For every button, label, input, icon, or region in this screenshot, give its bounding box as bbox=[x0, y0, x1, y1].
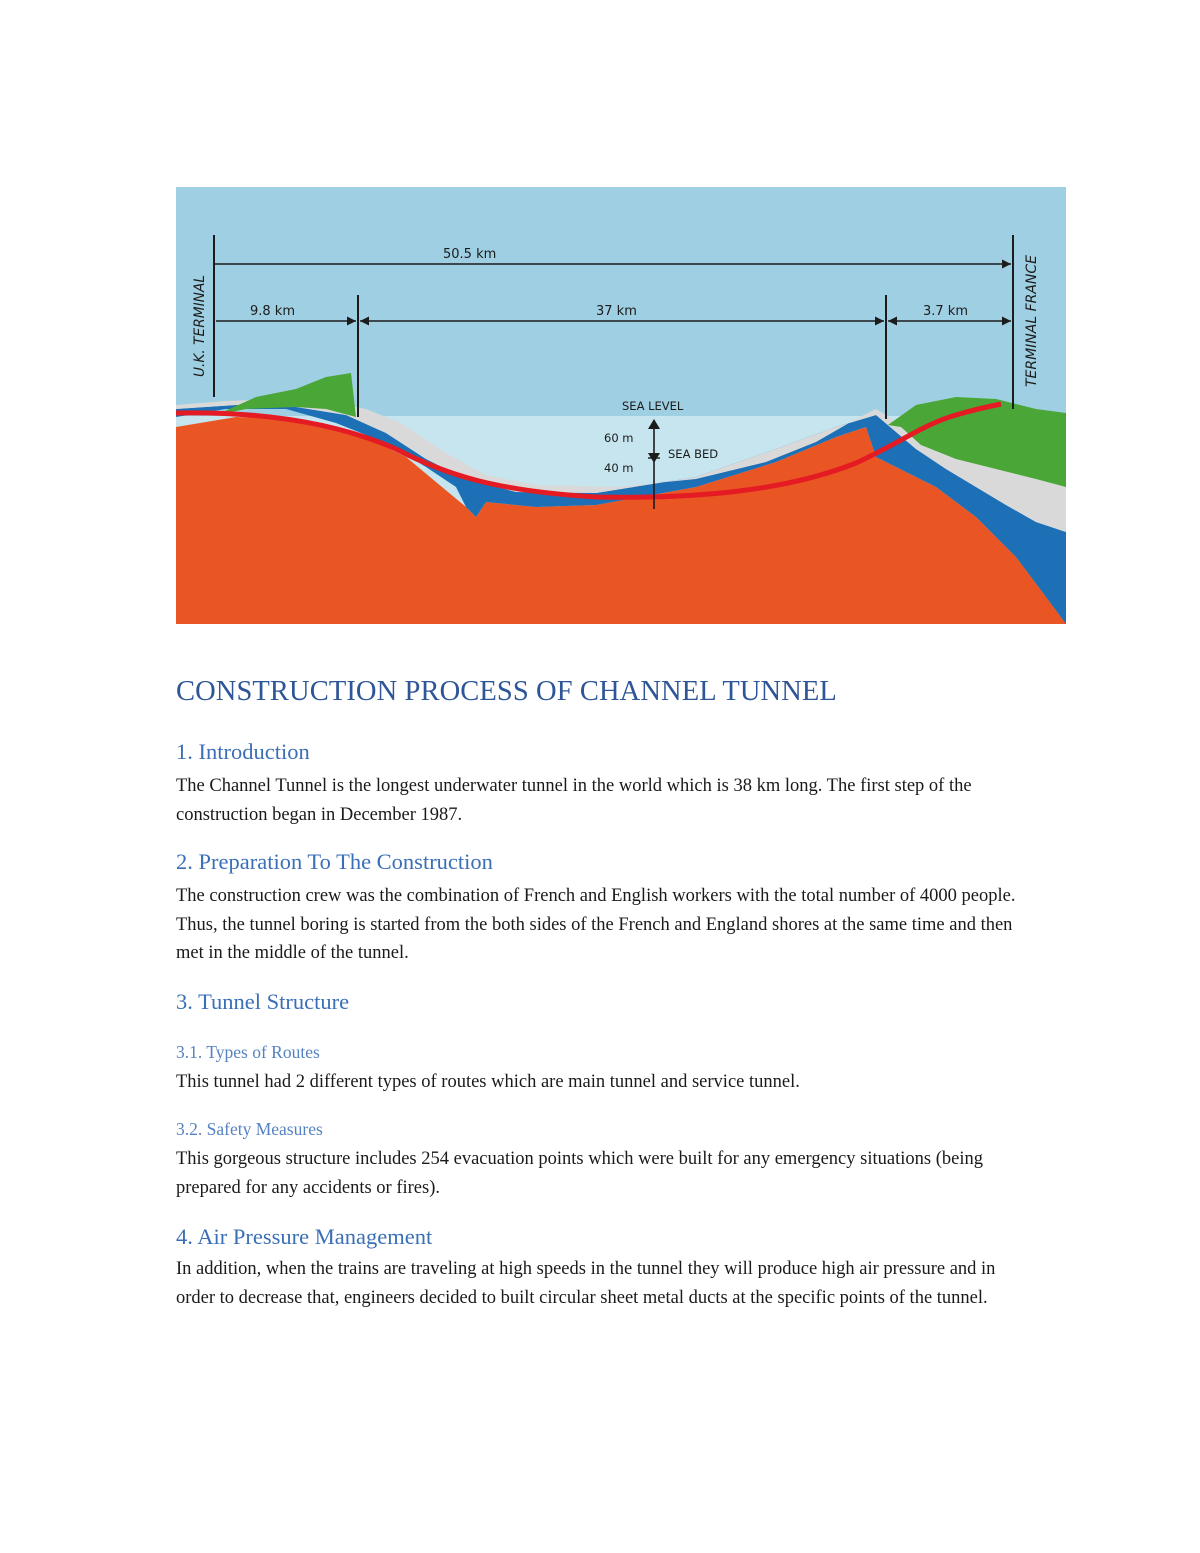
subsection-text-types-of-routes: This tunnel had 2 different types of routes which are main tunnel and service tunnel. bbox=[176, 1072, 800, 1092]
uk-section-label: 9.8 km bbox=[250, 304, 295, 319]
section-heading-introduction: 1. Introduction bbox=[176, 739, 310, 764]
sea-level-label: SEA LEVEL bbox=[622, 399, 684, 413]
uk-terminal-label: U.K. TERMINAL bbox=[192, 273, 208, 377]
france-terminal-label: TERMINAL FRANCE bbox=[1024, 254, 1040, 387]
subsection-heading-types-of-routes: 3.1. Types of Routes bbox=[176, 1042, 320, 1062]
section-text-air-pressure: In addition, when the trains are traveling at high speeds in the tunnel they will produce high air pressure and in order to decrease that, engineers decided to built circular sheet metal ducts at the specific points of the tunnel. bbox=[176, 1259, 996, 1308]
section-heading-preparation: 2. Preparation To The Construction bbox=[176, 849, 493, 874]
section-heading-tunnel-structure: 3. Tunnel Structure bbox=[176, 989, 350, 1014]
section-text-preparation: The construction crew was the combination of French and English workers with the total number of 4000 people. Thus, the tunnel boring is started from the both sides of the French and England shores at the same time and then met in the middle of the tunnel. bbox=[176, 886, 1016, 963]
document-title: CONSTRUCTION PROCESS OF CHANNEL TUNNEL bbox=[176, 676, 837, 707]
france-section-label: 3.7 km bbox=[923, 304, 968, 319]
depth-40-label: 40 m bbox=[604, 461, 634, 475]
section-text-introduction: The Channel Tunnel is the longest underwater tunnel in the world which is 38 km long. The first step of the construction began in December 1987. bbox=[176, 776, 972, 825]
total-distance-label: 50.5 km bbox=[443, 247, 497, 262]
sea-bed-label: SEA BED bbox=[668, 447, 719, 461]
channel-tunnel-cross-section-diagram bbox=[176, 187, 1066, 624]
subsection-text-safety-measures: This gorgeous structure includes 254 evacuation points which were built for any emergency situations (being prepared for any accidents or fires). bbox=[176, 1149, 983, 1198]
section-heading-air-pressure: 4. Air Pressure Management bbox=[176, 1224, 433, 1249]
subsection-heading-safety-measures: 3.2. Safety Measures bbox=[176, 1119, 323, 1139]
sea-section-label: 37 km bbox=[596, 304, 637, 319]
depth-60-label: 60 m bbox=[604, 431, 634, 445]
